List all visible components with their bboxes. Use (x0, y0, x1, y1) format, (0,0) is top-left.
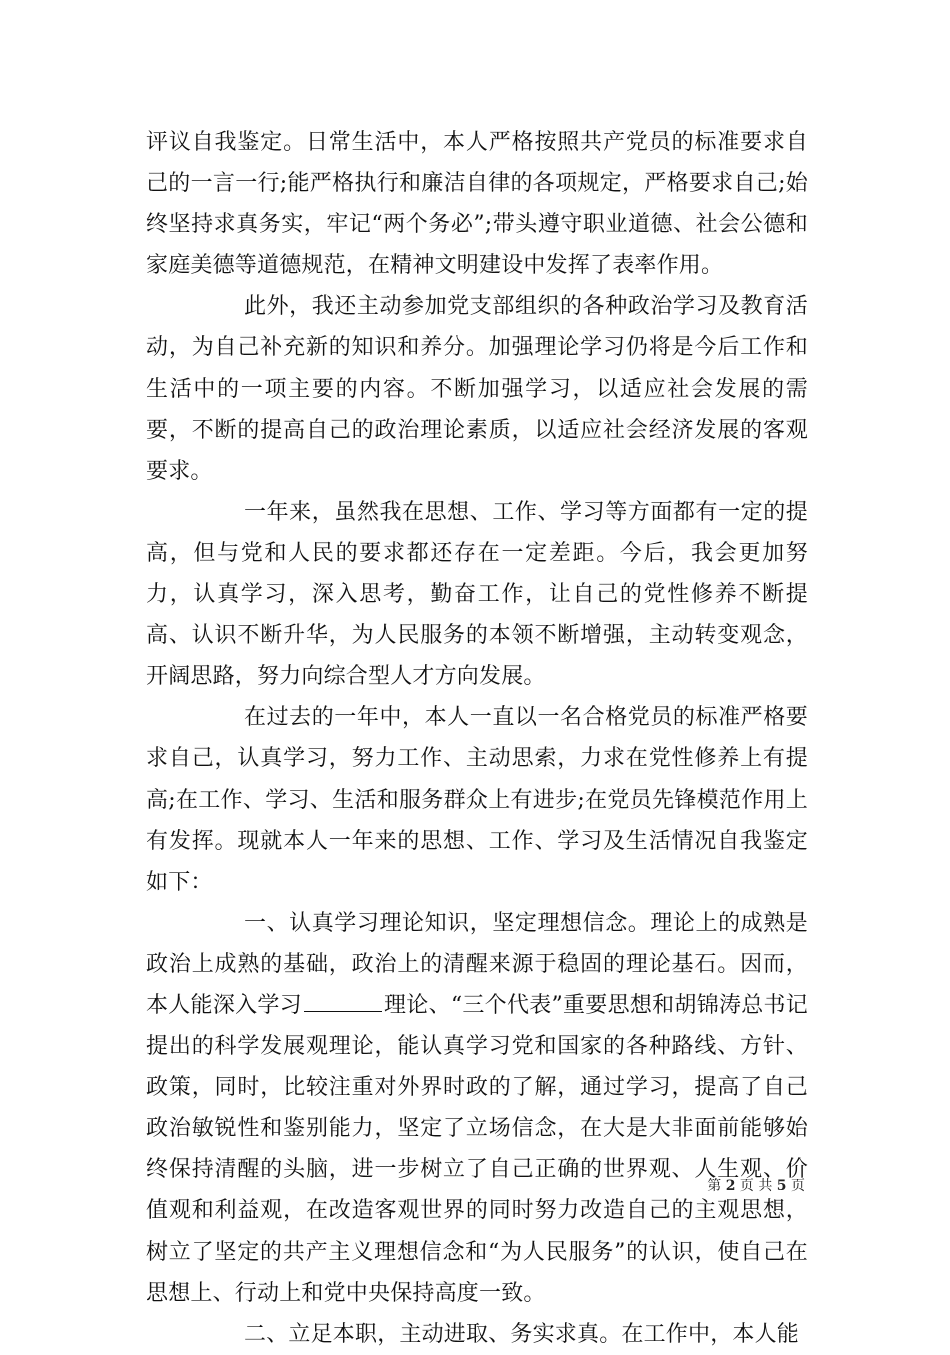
paragraph-5 (146, 903, 808, 1314)
paragraph-5-part-2: 理论、“三个代表”重要思想和胡锦涛总书记提出的科学发展观理论，能认真学习党和国家的各种路线、方针、政策，同时，比较注重对外界时政的了解，通过学习，提高了自己政治敏锐性和鉴别能力，坚定了立场信念，在大是大非面前能够始终保持清醒的头脑，进一步树立了自己正确的世界观、人生观、价值观和利益观，在改造客观世界的同时努力改造自己的主观思想，树立了坚定的共产主义理想信念和“为人民服务”的认识，使自己在思想上、行动上和党中央保持高度一致。 (146, 992, 808, 1306)
footer-page-number: 2 (725, 1178, 736, 1194)
paragraph-3: 一年来，虽然我在思想、工作、学习等方面都有一定的提高，但与党和人民的要求都还存在一定差距。今后，我会更加努力，认真学习，深入思考，勤奋工作，让自己的党性修养不断提高、认识不断升华，为人民服务的本领不断增强，主动转变观念，开阔思路，努力向综合型人才方向发展。 (146, 499, 808, 690)
footer-total-pages: 5 (776, 1178, 787, 1194)
page-number-footer (707, 1175, 805, 1195)
fill-in-blank (304, 993, 382, 1012)
paragraph-4: 在过去的一年中，本人一直以一名合格党员的标准严格要求自己，认真学习，努力工作、主动思索，力求在党性修养上有提高;在工作、学习、生活和服务群众上有进步;在党员先锋模范作用上有发挥。现就本人一年来的思想、工作、学习及生活情况自我鉴定如下： (146, 705, 808, 895)
paragraph-6: 二、立足本职，主动进取、务实求真。在工作中，本人能 (244, 1321, 800, 1347)
paragraph-2: 此外，我还主动参加党支部组织的各种政治学习及教育活动，为自己补充新的知识和养分。加强理论学习仍将是今后工作和生活中的一项主要的内容。不断加强学习，以适应社会发展的需要，不断的提高自己的政治理论素质，以适应社会经济发展的客观要求。 (146, 294, 808, 484)
footer-middle: 页 共 (739, 1178, 773, 1194)
footer-suffix: 页 (791, 1178, 805, 1194)
document-body (146, 122, 808, 1355)
paragraph-1: 评议自我鉴定。日常生活中，本人严格按照共产党员的标准要求自己的一言一行;能严格执行和廉洁自律的各项规定，严格要求自己;始终坚持求真务实，牢记“两个务必”;带头遵守职业道德、社会公德和家庭美德等道德规范，在精神文明建设中发挥了表率作用。 (146, 130, 808, 279)
paragraph-5-part-1: 一、认真学习理论知识，坚定理想信念。理论上的成熟是政治上成熟的基础，政治上的清醒来源于稳固的理论基石。因而，本人能深入学习 (146, 910, 808, 1018)
footer-prefix: 第 (707, 1178, 722, 1194)
